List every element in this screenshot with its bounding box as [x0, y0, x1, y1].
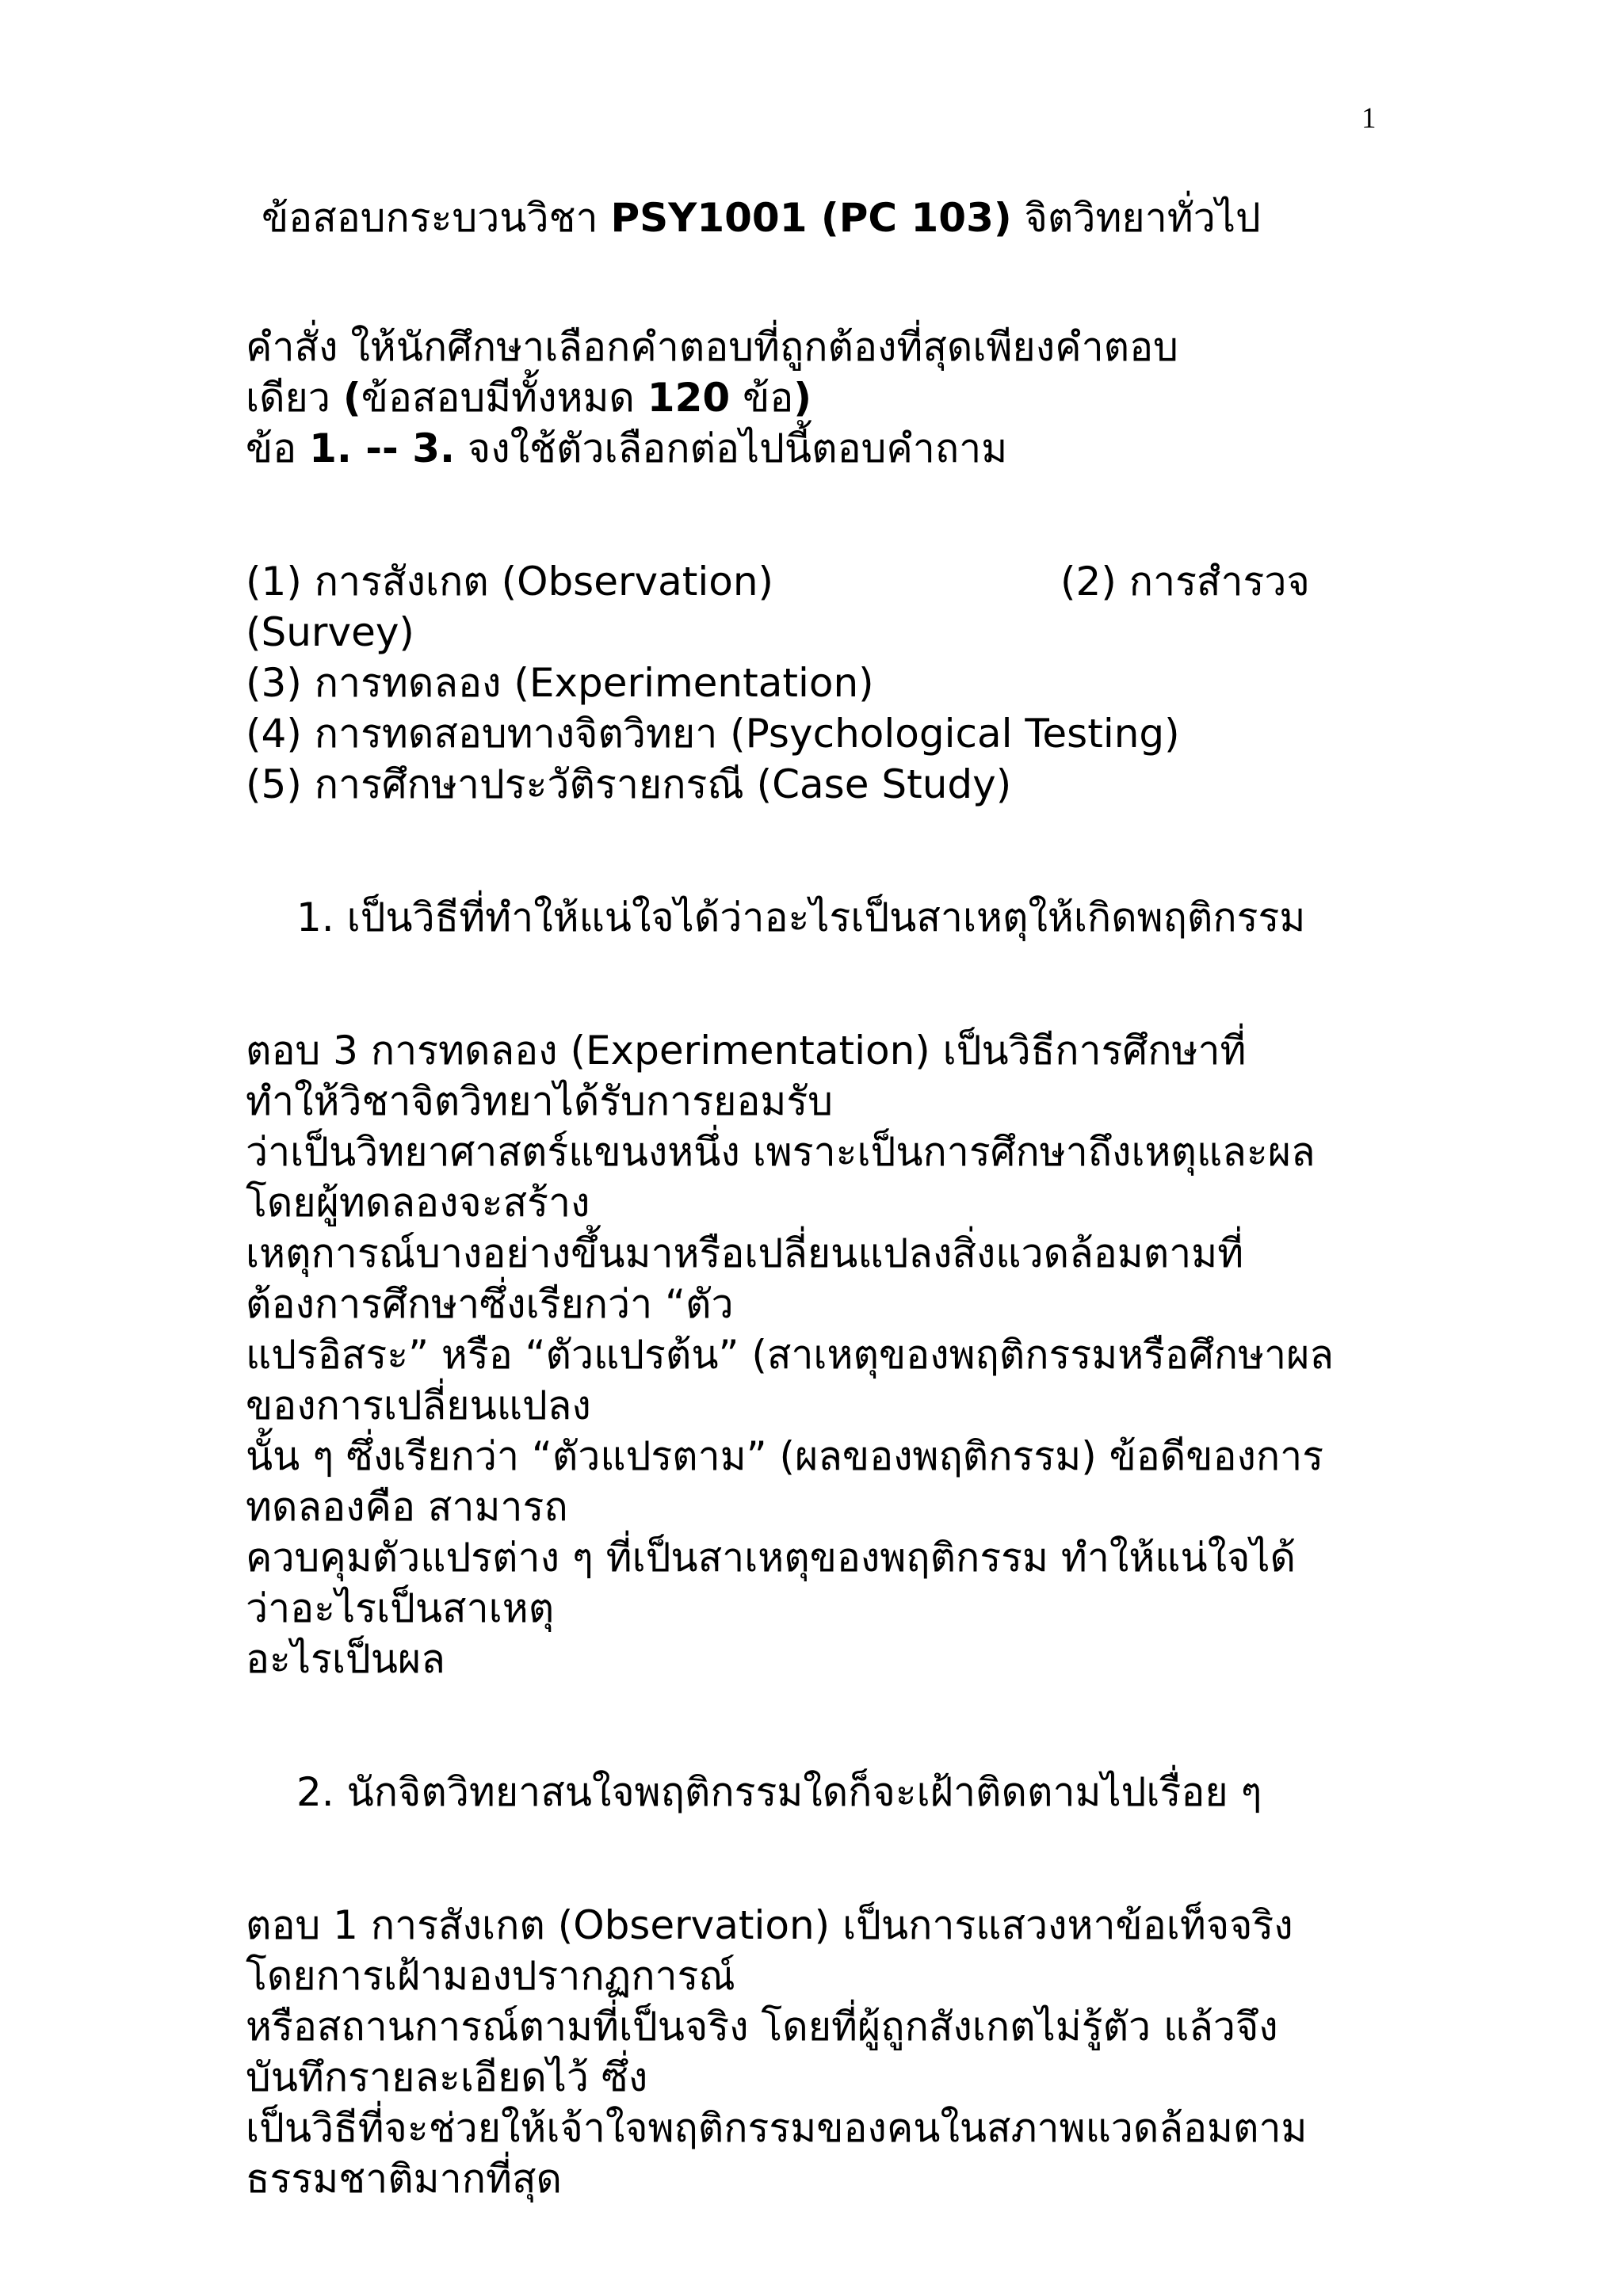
question-range: 1. -- 3.: [309, 425, 455, 471]
answer-options: [246, 556, 1387, 810]
title-suffix: จิตวิทยาทั่วไป: [1011, 195, 1261, 241]
instruction-text: ข้อสอบมีทั้งหมด: [361, 375, 647, 421]
instructions: [246, 322, 1387, 474]
answer-line: ว่าเป็นวิทยาศาสตร์แขนงหนึ่ง เพราะเป็นการศึกษาถึงเหตุและผล: [246, 1129, 1316, 1175]
answer-line: เป็นวิธีที่จะช่วยให้เจ้าใจพฤติกรรมของคนในสภาพแวดล้อมตาม: [246, 2105, 1308, 2151]
paren-close: ): [793, 375, 812, 421]
answer-1: [246, 1025, 1387, 1684]
course-code: PSY1001 (PC 103): [610, 195, 1012, 241]
answer-line: เหตุการณ์บางอย่างขึ้นมาหรือเปลี่ยนแปลงสิ่งแวดล้อมตามที่: [246, 1230, 1244, 1276]
answer-line: ว่าอะไรเป็นสาเหตุ: [246, 1585, 555, 1631]
exam-title: [262, 190, 1387, 246]
answer-line: บันทึกรายละเอียดไว้ ซึ่ง: [246, 2054, 648, 2100]
instruction-text: ข้อ: [730, 375, 794, 421]
answer-line: ทดลองคือ สามารถ: [246, 1484, 568, 1530]
answer-line: โดยผู้ทดลองจะสร้าง: [246, 1180, 590, 1226]
answer-line: ทำให้วิชาจิตวิทยาได้รับการยอมรับ: [246, 1078, 833, 1124]
instruction-text: เดียว: [246, 375, 343, 421]
instruction-text: จงใช้ตัวเลือกต่อไปนี้ตอบคำถาม: [455, 425, 1008, 471]
option-5: (5) การศึกษาประวัติรายกรณี (Case Study): [246, 761, 1012, 807]
document-content: [246, 190, 1387, 2204]
answer-line: ของการเปลี่ยนแปลง: [246, 1383, 591, 1428]
paren-open: (: [342, 375, 361, 421]
instruction-text: ข้อ: [246, 425, 310, 471]
answer-line: อะไรเป็นผล: [246, 1636, 445, 1682]
answer-line: ธรรมชาติมากที่สุด: [246, 2156, 562, 2202]
instruction-line-1: คำสั่ง ให้นักศึกษาเลือกคำตอบที่ถูกต้องที่สุดเพียงคำตอบ: [246, 324, 1178, 370]
instruction-line-2: [246, 372, 1387, 423]
option-2: (2) การสำรวจ: [1060, 559, 1310, 605]
answer-line: ควบคุมตัวแปรต่าง ๆ ที่เป็นสาเหตุของพฤติกรรม ทำให้แน่ใจได้: [246, 1535, 1296, 1581]
question-1: 1. เป็นวิธีที่ทำให้แน่ใจได้ว่าอะไรเป็นสาเหตุให้เกิดพฤติกรรม: [296, 894, 1306, 940]
question-2: 2. นักจิตวิทยาสนใจพฤติกรรมใดก็จะเฝ้าติดตามไปเรื่อย ๆ: [296, 1769, 1262, 1815]
option-row-1: [246, 556, 1387, 607]
answer-line: หรือสถานการณ์ตามที่เป็นจริง โดยที่ผู้ถูกสังเกตไม่รู้ตัว แล้วจึง: [246, 2004, 1278, 2050]
question-count: 120: [647, 375, 731, 421]
option-4: (4) การทดสอบทางจิตวิทยา (Psychological Testing): [246, 711, 1180, 757]
answer-2: [246, 1900, 1387, 2204]
option-3: (3) การทดลอง (Experimentation): [246, 660, 874, 706]
page-number: 1: [1361, 102, 1377, 135]
answer-line: โดยการเฝ้ามองปรากฏการณ์: [246, 1953, 735, 1999]
option-2-continued: (Survey): [246, 609, 414, 655]
option-1: (1) การสังเกต (Observation): [246, 559, 774, 605]
instruction-line-3: [246, 423, 1387, 474]
answer-line: แปรอิสระ” หรือ “ตัวแปรต้น” (สาเหตุของพฤติกรรมหรือศึกษาผล: [246, 1332, 1335, 1378]
answer-line: ตอบ 3 การทดลอง (Experimentation) เป็นวิธีการศึกษาที่: [246, 1028, 1247, 1074]
title-prefix: ข้อสอบกระบวนวิชา: [262, 195, 611, 241]
answer-line: ตอบ 1 การสังเกต (Observation) เป็นการแสวงหาข้อเท็จจริง: [246, 1902, 1293, 1948]
answer-line: นั้น ๆ ซึ่งเรียกว่า “ตัวแปรตาม” (ผลของพฤติกรรม) ข้อดีของการ: [246, 1433, 1324, 1479]
answer-line: ต้องการศึกษาซึ่งเรียกว่า “ตัว: [246, 1281, 734, 1327]
